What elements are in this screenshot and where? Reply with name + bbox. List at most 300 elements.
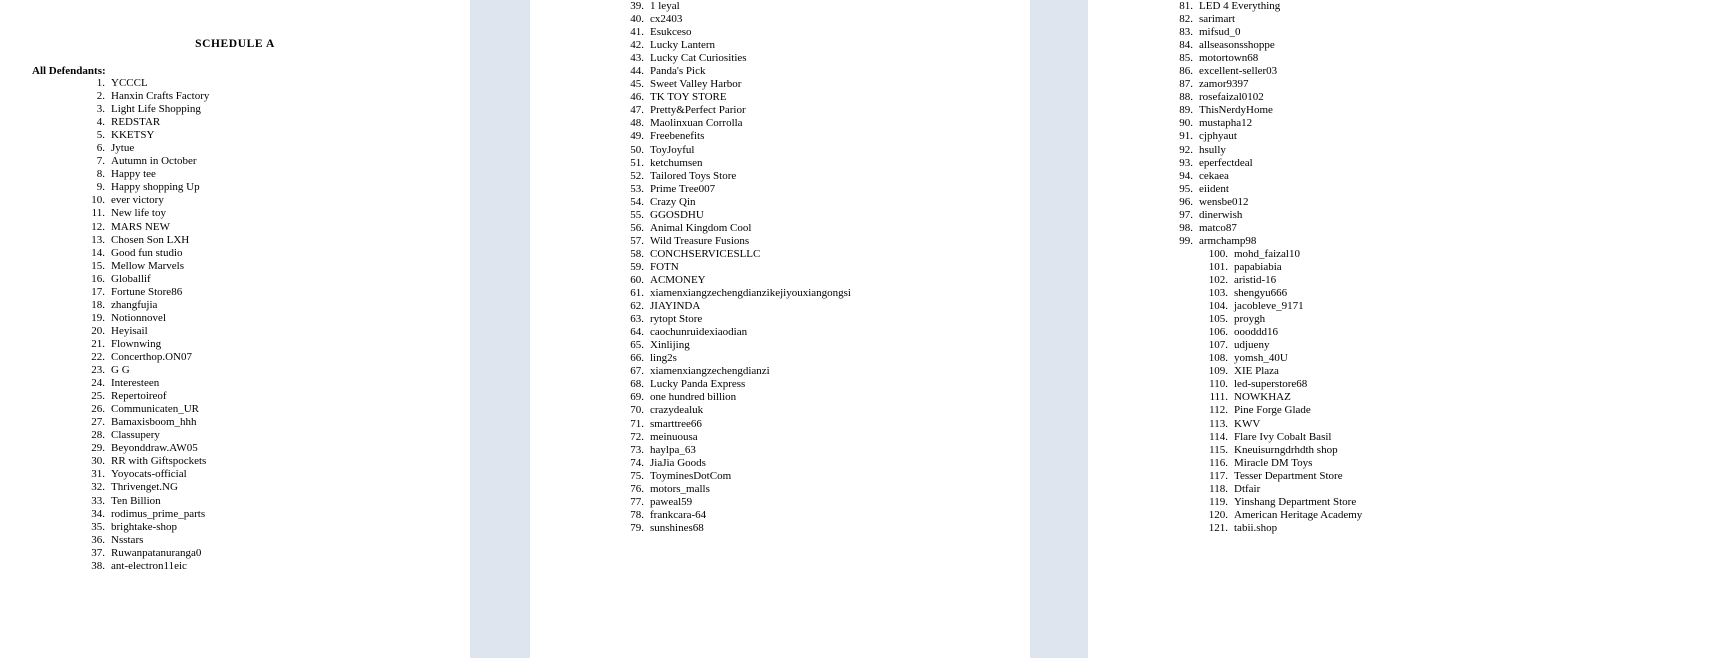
list-item-number: 97. (1179, 208, 1193, 221)
list-item-label: mifsud_0 (1199, 26, 1241, 39)
page-3 (1088, 0, 1710, 658)
list-item (0, 221, 470, 234)
list-item-label: udjueny (1234, 339, 1270, 352)
list-item-number: 20. (91, 324, 105, 337)
list-item (1088, 130, 1710, 143)
list-item-label: aristid-16 (1234, 273, 1277, 286)
list-item-label: LED 4 Everything (1199, 0, 1281, 12)
list-item-number: 23. (91, 364, 105, 377)
list-item-number: 10. (91, 194, 105, 207)
list-item-label: Light Life Shopping (111, 103, 201, 116)
list-item-label: zhangfujia (111, 298, 158, 311)
list-item-label: Jytue (111, 142, 135, 155)
list-item-number: 93. (1179, 156, 1193, 169)
list-item-number: 5. (96, 129, 105, 142)
list-item-number: 6. (96, 142, 105, 155)
list-item (530, 274, 1030, 287)
list-item-number: 21. (91, 337, 105, 350)
list-item (530, 313, 1030, 326)
list-item-number: 94. (1179, 169, 1193, 182)
list-item-number: 17. (91, 285, 105, 298)
list-item (530, 0, 1030, 13)
list-item-label: haylpa_63 (650, 443, 696, 456)
list-item-label: Fortune Store86 (111, 285, 183, 298)
list-item (0, 560, 470, 573)
list-item-number: 81. (1179, 0, 1193, 12)
list-item (1088, 91, 1710, 104)
list-item-number: 103. (1208, 287, 1228, 300)
list-item-label: XIE Plaza (1234, 365, 1279, 378)
list-item-number: 98. (1179, 221, 1193, 234)
list-item-label: cx2403 (650, 13, 683, 26)
list-item (1088, 287, 1710, 300)
list-item (1088, 339, 1710, 352)
list-item-label: ketchumsen (650, 156, 703, 169)
list-item (530, 509, 1030, 522)
list-item-number: 116. (1209, 456, 1228, 469)
list-item-label: KWV (1234, 417, 1261, 430)
list-item (0, 416, 470, 429)
defendant-list-column-2 (530, 0, 1030, 535)
list-item (1088, 470, 1710, 483)
list-item-label: Mellow Marvels (111, 259, 185, 272)
list-item-label: Ruwanpatanuranga0 (111, 546, 202, 559)
list-item-number: 83. (1179, 26, 1193, 39)
list-item-label: MARS NEW (111, 220, 170, 233)
list-item-number: 9. (96, 181, 105, 194)
list-item-label: mustapha12 (1199, 117, 1253, 130)
list-item (1088, 26, 1710, 39)
list-item (1088, 352, 1710, 365)
list-item-label: Flare Ivy Cobalt Basil (1234, 430, 1332, 443)
list-item-number: 119. (1209, 495, 1228, 508)
list-item (0, 455, 470, 468)
list-item (0, 442, 470, 455)
list-item-label: Crazy Qin (650, 195, 696, 208)
list-item (0, 155, 470, 168)
list-item-number: 58. (630, 247, 644, 260)
list-item-label: Dtfair (1234, 482, 1261, 495)
list-item-label: Kneuisurngdrhdth shop (1234, 443, 1338, 456)
list-item-label: papabiabia (1234, 260, 1282, 273)
list-item-label: Xinlijing (650, 339, 690, 352)
list-item-label: motors_malls (650, 482, 710, 495)
list-item-number: 91. (1179, 130, 1193, 143)
list-item-number: 53. (630, 182, 644, 195)
list-item (530, 404, 1030, 417)
list-item (1088, 496, 1710, 509)
list-item-number: 19. (91, 311, 105, 324)
list-item-number: 117. (1209, 469, 1228, 482)
list-item-label: Prime Tree007 (650, 182, 716, 195)
list-item-number: 31. (91, 468, 105, 481)
list-item-number: 86. (1179, 65, 1193, 78)
list-item-number: 87. (1179, 78, 1193, 91)
list-item (1088, 418, 1710, 431)
list-item-label: eiident (1199, 182, 1229, 195)
list-item (530, 470, 1030, 483)
defendant-list-column-3 (1088, 0, 1710, 535)
list-item (530, 144, 1030, 157)
list-item (0, 142, 470, 155)
list-item-number: 79. (630, 521, 644, 534)
list-item (0, 468, 470, 481)
list-item (0, 299, 470, 312)
list-item-label: crazydealuk (650, 404, 704, 417)
list-item-number: 118. (1209, 482, 1228, 495)
list-item (1088, 326, 1710, 339)
list-item-number: 14. (91, 246, 105, 259)
list-item-number: 35. (91, 520, 105, 533)
page-gap-1 (470, 0, 530, 658)
list-item-label: KKETSY (111, 129, 155, 142)
list-item-number: 57. (630, 234, 644, 247)
list-item (0, 286, 470, 299)
list-item-number: 40. (630, 13, 644, 26)
list-item (0, 390, 470, 403)
list-item-label: Communicaten_UR (111, 403, 199, 416)
list-item-label: dinerwish (1199, 208, 1243, 221)
list-item-label: sunshines68 (650, 521, 704, 534)
list-item-label: xiamenxiangzechengdianzikejiyouxiangongsi (650, 287, 851, 300)
list-item (0, 312, 470, 325)
list-item-label: meinuousa (650, 430, 698, 443)
list-item-number: 50. (630, 143, 644, 156)
list-item-label: American Heritage Academy (1234, 508, 1363, 521)
list-item-number: 74. (630, 456, 644, 469)
list-item-number: 104. (1208, 300, 1228, 313)
list-item-label: Lucky Panda Express (650, 378, 746, 391)
list-item-label: wensbe012 (1199, 195, 1249, 208)
list-item-label: New life toy (111, 207, 166, 220)
list-item-label: GGOSDHU (650, 208, 704, 221)
list-item (530, 13, 1030, 26)
list-item-number: 67. (630, 365, 644, 378)
list-item (530, 522, 1030, 535)
list-item-number: 61. (630, 287, 644, 300)
list-item (1088, 183, 1710, 196)
list-item (530, 65, 1030, 78)
list-item-number: 90. (1179, 117, 1193, 130)
list-item-number: 105. (1208, 313, 1228, 326)
list-item-label: JIAYINDA (650, 300, 701, 313)
list-item-label: Maolinxuan Corrolla (650, 117, 743, 130)
list-item (1088, 274, 1710, 287)
list-item (1088, 117, 1710, 130)
list-item-label: yomsh_40U (1234, 352, 1288, 365)
list-item-number: 37. (91, 546, 105, 559)
list-item-number: 29. (91, 442, 105, 455)
list-item-number: 16. (91, 272, 105, 285)
list-item-label: Ten Billion (111, 494, 161, 507)
list-item-number: 102. (1208, 273, 1228, 286)
list-item (1088, 522, 1710, 535)
list-item-number: 1. (96, 77, 105, 89)
list-item (0, 168, 470, 181)
list-item (530, 365, 1030, 378)
page-1 (0, 0, 470, 658)
list-item (530, 326, 1030, 339)
section-label: All Defendants: (32, 65, 106, 77)
list-item (530, 235, 1030, 248)
list-item-label: rodimus_prime_parts (111, 507, 206, 520)
list-item-label: CONCHSERVICESLLC (650, 247, 761, 260)
list-item-number: 78. (630, 508, 644, 521)
list-item-number: 60. (630, 273, 644, 286)
list-item (530, 170, 1030, 183)
list-item-number: 41. (630, 26, 644, 39)
list-item-number: 112. (1209, 404, 1228, 417)
list-item-label: Beyonddraw.AW05 (111, 442, 198, 455)
list-item-number: 38. (91, 559, 105, 572)
list-item (0, 508, 470, 521)
list-item (530, 378, 1030, 391)
list-item-label: Happy tee (111, 168, 156, 181)
list-item-number: 82. (1179, 13, 1193, 26)
list-item-number: 88. (1179, 91, 1193, 104)
list-item (0, 273, 470, 286)
list-item (1088, 261, 1710, 274)
list-item-number: 63. (630, 313, 644, 326)
list-item-label: Sweet Valley Harbor (650, 78, 742, 91)
list-item-number: 113. (1209, 417, 1228, 430)
list-item-label: ToyminesDotCom (650, 469, 732, 482)
list-item-label: cekaea (1199, 169, 1229, 182)
list-item-label: ACMONEY (650, 273, 706, 286)
list-item-number: 33. (91, 494, 105, 507)
list-item-label: Wild Treasure Fusions (650, 234, 750, 247)
list-item-label: paweal59 (650, 495, 693, 508)
list-item-label: JiaJia Goods (650, 456, 706, 469)
list-item-label: Yoyocats-official (111, 468, 187, 481)
list-item-label: tabii.shop (1234, 521, 1278, 534)
list-item (0, 338, 470, 351)
list-item-label: Autumn in October (111, 155, 197, 168)
list-item-number: 54. (630, 195, 644, 208)
list-item (530, 248, 1030, 261)
list-item-label: led-superstore68 (1234, 378, 1308, 391)
list-item-number: 48. (630, 117, 644, 130)
list-item (530, 157, 1030, 170)
list-item-number: 76. (630, 482, 644, 495)
list-item (0, 234, 470, 247)
list-item (530, 130, 1030, 143)
list-item-number: 75. (630, 469, 644, 482)
list-item (1088, 431, 1710, 444)
list-item-number: 36. (91, 533, 105, 546)
list-item-number: 13. (91, 233, 105, 246)
list-item-label: Esukceso (650, 26, 692, 39)
list-item-label: NOWKHAZ (1234, 391, 1291, 404)
list-item-number: 68. (630, 378, 644, 391)
list-item (0, 207, 470, 220)
list-item-number: 70. (630, 404, 644, 417)
list-item (1088, 235, 1710, 248)
list-item (530, 183, 1030, 196)
list-item-label: Heyisail (111, 324, 148, 337)
list-item (1088, 104, 1710, 117)
list-item (530, 209, 1030, 222)
list-item-number: 96. (1179, 195, 1193, 208)
list-item (530, 444, 1030, 457)
list-item-label: frankcara-64 (650, 508, 707, 521)
list-item-number: 43. (630, 52, 644, 65)
list-item (0, 547, 470, 560)
list-item (530, 222, 1030, 235)
list-item-number: 114. (1209, 430, 1228, 443)
list-item (0, 260, 470, 273)
list-item (1088, 196, 1710, 209)
list-item-number: 30. (91, 455, 105, 468)
list-item (530, 78, 1030, 91)
list-item-number: 52. (630, 169, 644, 182)
list-item (530, 196, 1030, 209)
list-item-label: Animal Kingdom Cool (650, 221, 752, 234)
list-item-number: 110. (1209, 378, 1228, 391)
list-item-number: 26. (91, 403, 105, 416)
list-item-number: 69. (630, 391, 644, 404)
list-item-number: 11. (91, 207, 105, 220)
list-item-label: YCCCL (111, 77, 148, 89)
list-item (1088, 157, 1710, 170)
list-item-label: ling2s (650, 352, 677, 365)
list-item (530, 418, 1030, 431)
list-item-label: caochunruidexiaodian (650, 326, 748, 339)
list-item (0, 90, 470, 103)
list-item (530, 104, 1030, 117)
list-item-label: rosefaizal0102 (1199, 91, 1264, 104)
list-item-label: ThisNerdyHome (1199, 104, 1273, 117)
list-item (0, 194, 470, 207)
list-item-label: Thrivenget.NG (111, 481, 178, 494)
list-item-label: motortown68 (1199, 52, 1259, 65)
list-item-label: Lucky Lantern (650, 39, 716, 52)
list-item (0, 181, 470, 194)
list-item-number: 8. (96, 168, 105, 181)
list-item-label: rytopt Store (650, 313, 703, 326)
list-item (1088, 39, 1710, 52)
list-item-label: Good fun studio (111, 246, 183, 259)
list-item-number: 66. (630, 352, 644, 365)
list-item (530, 52, 1030, 65)
list-item-number: 89. (1179, 104, 1193, 117)
list-item-label: armchamp98 (1199, 234, 1257, 247)
list-item-number: 28. (91, 429, 105, 442)
list-item (0, 481, 470, 494)
list-item-label: Bamaxisboom_hhh (111, 416, 197, 429)
list-item-number: 32. (91, 481, 105, 494)
list-item (530, 287, 1030, 300)
list-item-number: 7. (96, 155, 105, 168)
list-item-label: ToyJoyful (650, 143, 695, 156)
list-item (1088, 444, 1710, 457)
list-item (530, 496, 1030, 509)
list-item (1088, 248, 1710, 261)
list-item (1088, 52, 1710, 65)
list-item-number: 120. (1208, 508, 1228, 521)
list-item (0, 495, 470, 508)
list-item-number: 12. (91, 220, 105, 233)
list-item (1088, 209, 1710, 222)
list-item-number: 15. (91, 259, 105, 272)
list-item (0, 116, 470, 129)
list-item-number: 34. (91, 507, 105, 520)
list-item-label: brightake-shop (111, 520, 177, 533)
list-item-label: jacobleve_9171 (1234, 300, 1304, 313)
list-item-label: Freebenefits (650, 130, 705, 143)
list-item-number: 109. (1208, 365, 1228, 378)
list-item-label: zamor9397 (1199, 78, 1249, 91)
list-item-number: 65. (630, 339, 644, 352)
list-item-number: 44. (630, 65, 644, 78)
defendant-list-column-1 (0, 77, 470, 573)
list-item-label: allseasonsshoppe (1199, 39, 1275, 52)
list-item (0, 129, 470, 142)
list-item-number: 100. (1208, 247, 1228, 260)
list-item (1088, 65, 1710, 78)
list-item-number: 39. (630, 0, 644, 12)
list-item (1088, 144, 1710, 157)
list-item-label: ant-electron11eic (111, 559, 187, 572)
list-item (0, 103, 470, 116)
list-item-label: shengyu666 (1234, 287, 1288, 300)
list-item (0, 364, 470, 377)
list-item-number: 45. (630, 78, 644, 91)
list-item-number: 107. (1208, 339, 1228, 352)
list-item-number: 71. (630, 417, 644, 430)
list-item-number: 2. (96, 90, 105, 103)
list-item-number: 56. (630, 221, 644, 234)
list-item-number: 18. (91, 298, 105, 311)
list-item-label: ever victory (111, 194, 164, 207)
list-item (1088, 404, 1710, 417)
list-item (530, 457, 1030, 470)
list-item (1088, 13, 1710, 26)
list-item (1088, 300, 1710, 313)
list-item-number: 22. (91, 350, 105, 363)
list-item-label: Tesser Department Store (1234, 469, 1343, 482)
list-item (530, 339, 1030, 352)
list-item-label: Repertoireof (111, 390, 167, 403)
list-item (0, 521, 470, 534)
list-item-number: 101. (1208, 260, 1228, 273)
list-item (1088, 170, 1710, 183)
list-item (0, 77, 470, 90)
list-item-number: 4. (96, 116, 105, 129)
list-item-label: RR with Giftspockets (111, 455, 207, 468)
list-item-label: smarttree66 (650, 417, 702, 430)
list-item-label: xiamenxiangzechengdianzi (650, 365, 770, 378)
list-item-label: hsully (1199, 143, 1226, 156)
list-item-label: excellent-seller03 (1199, 65, 1278, 78)
list-item-label: G G (111, 364, 130, 377)
list-item-label: one hundred billion (650, 391, 737, 404)
list-item-label: cjphyaut (1199, 130, 1237, 143)
list-item (0, 377, 470, 390)
list-item-number: 51. (630, 156, 644, 169)
list-item (1088, 78, 1710, 91)
list-item-number: 99. (1179, 234, 1193, 247)
list-item (1088, 509, 1710, 522)
page-title: SCHEDULE A (195, 38, 275, 50)
list-item-number: 59. (630, 260, 644, 273)
list-item-label: 1 leyal (650, 0, 680, 12)
list-item-label: Panda's Pick (650, 65, 706, 78)
list-item-label: Miracle DM Toys (1234, 456, 1313, 469)
list-item (530, 261, 1030, 274)
list-item-label: matco87 (1199, 221, 1237, 234)
list-item-number: 72. (630, 430, 644, 443)
